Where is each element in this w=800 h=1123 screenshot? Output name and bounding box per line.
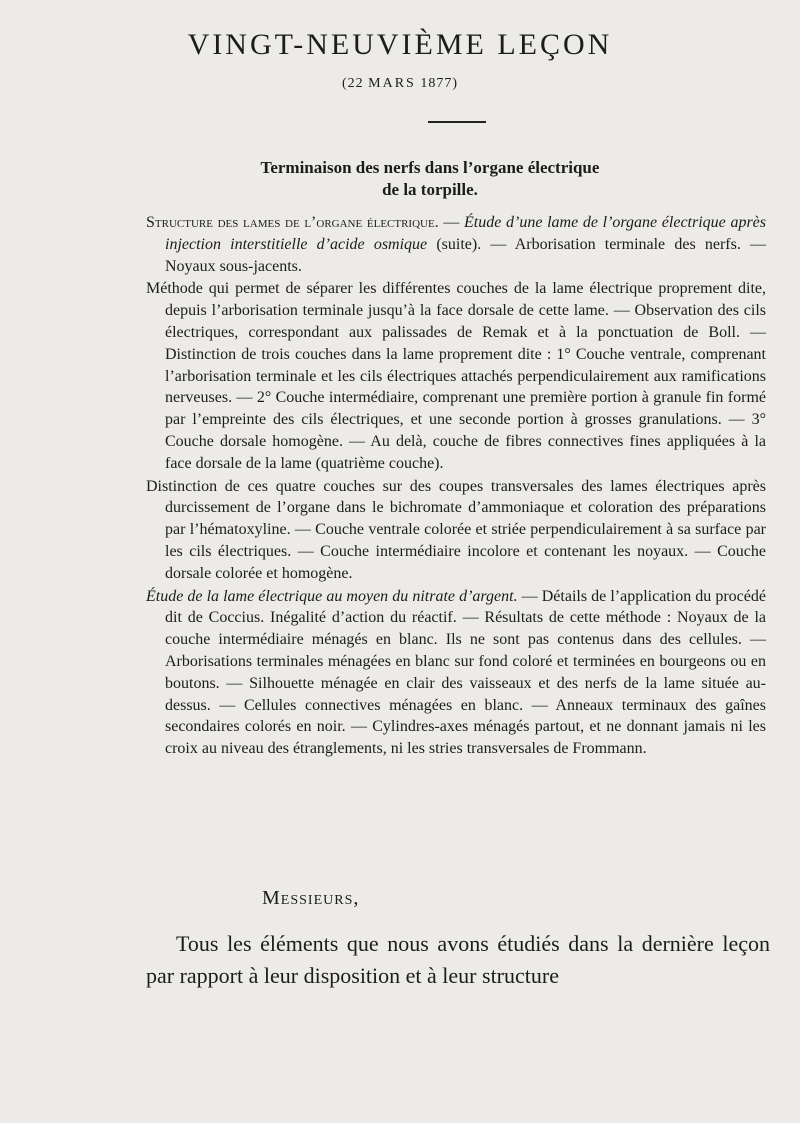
subtitle-line-2: de la torpille. bbox=[382, 180, 478, 199]
summary-heading: Structure des lames de l’organe électrique. bbox=[146, 214, 439, 231]
date-year: 1877) bbox=[420, 76, 459, 91]
summary-paragraph-1 bbox=[146, 212, 766, 277]
summary-paragraph-4 bbox=[146, 586, 766, 760]
summary-paragraph-2: Méthode qui permet de séparer les différentes couches de la lame électrique proprement dite, depuis l’arborisation terminale jusqu’à la face dorsale de cette lame. — Observation des cils électriques, correspondant aux palissades de Remak et à la ponctuation de Boll. — Distinction de trois couches dans la lame proprement dite : 1° Couche ventrale, comprenant l’arborisation terminale et les cils électriques attachés perpendiculairement aux ramifications nerveuses. — 2° Couche intermédiaire, comprenant une première portion à granule fin formé par l’empreinte des cils électriques, et une seconde portion à grosses granulations. — 3° Couche dorsale homogène. — Au delà, couche de fibres connectives fines appliquées à la face dorsale de la lame (quatrième couche). bbox=[146, 280, 766, 472]
lesson-date bbox=[0, 76, 800, 92]
summary-paragraph-3: Distinction de ces quatre couches sur des coupes transversales des lames électriques après durcissement de l’organe dans le bichromate d’ammoniaque et coloration des préparations par l’hématoxyline. — Couche ventrale colorée et striée perpendiculairement à sa surface par les cils électriques. — Couche intermédiaire incolore et contenant les noyaux. — Couche dorsale colorée et homogène. bbox=[146, 477, 766, 582]
summary-dash: — bbox=[438, 214, 465, 231]
lesson-summary bbox=[146, 212, 766, 761]
summary-italic-study: Étude d’une lame de l’organe électrique après injection interstitielle d’acide osmique bbox=[165, 214, 766, 253]
chapter-subtitle bbox=[130, 157, 730, 201]
summary-italic-silver: Étude de la lame électrique au moyen du nitrate d’argent. bbox=[146, 587, 518, 605]
date-day: (22 bbox=[341, 76, 364, 91]
title-divider bbox=[428, 121, 486, 123]
summary-text-1: (suite). — Arborisation terminale des nerfs. — Noyaux sous-jacents. bbox=[165, 235, 767, 275]
subtitle-line-1: Terminaison des nerfs dans l’organe électrique bbox=[260, 158, 600, 177]
summary-text-4: — Détails de l’application du procédé dit de Coccius. Inégalité d’action du réactif. — Résultats de cette méthode : Noyaux de la couche intermédiaire ménagés en blanc. Ils ne sont pas contenus dans des cellules. — Arborisations terminales ménagées en blanc sur fond coloré et terminées en bourgeons ou en boutons. — Silhouette ménagée en clair des vaisseaux et des nerfs de la lame située au-dessus. — Cellules connectives ménagées en blanc. — Anneaux terminaux des gaînes secondaires colorés en noir. — Cylindres-axes ménagés partout, et ne donnant jamais ni les croix au niveau des étranglements, ni les stries transversales de Frommann. bbox=[165, 587, 766, 758]
body-paragraph: Tous les éléments que nous avons étudiés dans la dernière leçon par rapport à leur disposition et à leur structure bbox=[146, 931, 770, 988]
date-month: MARS bbox=[368, 76, 416, 91]
lesson-title: VINGT-NEUVIÈME LEÇON bbox=[187, 28, 613, 61]
salutation: Messieurs, bbox=[262, 887, 360, 909]
